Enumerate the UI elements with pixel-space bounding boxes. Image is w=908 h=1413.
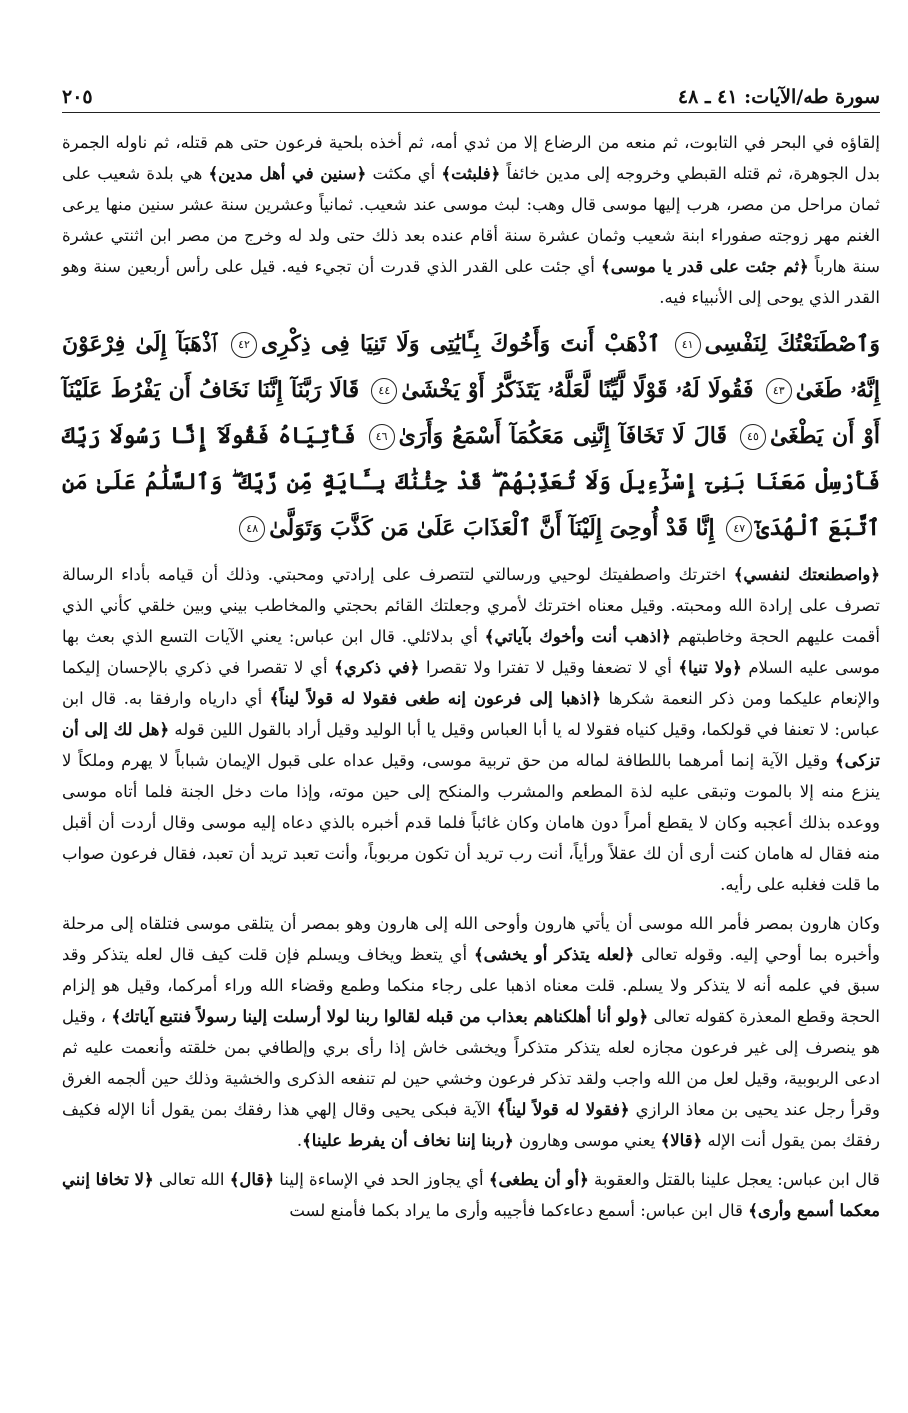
text-run: أي يتعظ ويخاف ويسلم فإن قلت كيف قال لعله يتذكر وقد سبق في علمه أنه لا يتذكر ولا يسلم. قلت معناه اذهبا على رجاء منكما وطمع وقضاء الله وراء أمركما، وقيل هو إلزام الحجة وقطع المعذرة كقوله تعالى	[62, 945, 881, 1026]
verse-number-marker: ٤٤	[371, 378, 397, 404]
text-run: أي جئت على القدر الذي قدرت أن تجيء فيه. قيل على رأس أربعين سنة وهو القدر الذي يوحى إلى الأنبياء فيه.	[62, 257, 880, 307]
verse-number-marker: ٤٥	[740, 424, 766, 450]
quran-quote: ﴿في ذكري﴾	[334, 658, 420, 677]
text-run: أي مكثت	[372, 164, 436, 183]
text-run: ، وقيل هو ينصرف إلى غير فرعون مجازه لعله يتذكر متذكراً ويخشى خاش إذا رأى بري وإلطافي بمن خلقته وأنعمت عليه ثم ادعى الربوبية، وقيل لعل من الله واجب ولقد تذكر فرعون وخشي حين لم تنفعه الذكرى والخشية وذلك حين ألجمه الغرق وقرأ رجل عند يحيى بن معاذ الرازي	[62, 1007, 881, 1119]
text-run: إلقاؤه في البحر في التابوت، ثم منعه من الرضاع إلا من ثدي أمه، ثم أخذه بلحية فرعون حتى هم قتله، ثم ناوله الجمرة بدل الجوهرة، ثم قتله القبطي وخروجه إلى مدين خائفاً	[62, 133, 881, 183]
verse-number-marker: ٤٢	[231, 332, 257, 358]
text-run: أي لا تقصرا في ذكري بالإحسان إليكما والإنعام عليكما ومن ذكر النعمة شكرها	[62, 658, 880, 708]
verse-number-marker: ٤٨	[239, 516, 265, 542]
verse-number-marker: ٤١	[675, 332, 701, 358]
verse-text: قَالَ لَا تَخَافَآ إِنَّنِى مَعَكُمَآ أَسْمَعُ وَأَرَىٰ	[398, 423, 728, 449]
text-run: وكان هارون بمصر فأمر الله موسى أن يأتي هارون وأوحى الله إلى هارون وهو بمصر أن يتلقى موسى فتلقاه إلى مرحلة وأخبره بما أوحي إليه. وقوله تعالى	[62, 914, 880, 964]
surah-title: سورة طه/الآيات: ٤١ ـ ٤٨	[677, 86, 880, 108]
text-run: أي لا تضعفا وقيل لا تفترا ولا تقصرا	[425, 658, 672, 677]
page-number: ٢٠٥	[62, 86, 93, 108]
quran-quote: ﴿سنين في أهل مدين﴾	[208, 164, 367, 183]
verse-number-marker: ٤٣	[766, 378, 792, 404]
text-run: وقيل الآية إنما أمرهما باللطافة لماله من حق تربية موسى، وقيل عداه على قبول الإيمان شباباً لا يهرم وملكاً لا ينزع منه إلا بالموت وتبقى عليه لذة المطعم والمشرب والمنكح إلى حين موته، وإذا مات دخل الجنة فلما أتاه موسى ووعده بذلك أعجبه وكان لا يقطع أمراً دون هامان وكان غائباً فلما قدم أخبره بالذي دعاه إليه موسى وقال أردت أن أقبل منه فقال له هامان كنت أرى أن لك عقلاً ورأياً، أنت رب تريد أن تكون مربوباً، وأنت تعبد تريد أن تعبد، فقال فرعون صواب ما قلت فغلبه على رأيه.	[62, 751, 880, 894]
quran-quote: ﴿قالا﴾	[660, 1131, 703, 1150]
verse-text: وَٱصْطَنَعْتُكَ لِنَفْسِى	[704, 331, 880, 357]
page	[62, 80, 880, 1400]
verse-text: فَأْتِيَاهُ فَقُولَآ إِنَّا رَسُولَا رَبِّكَ فَأَرْسِلْ مَعَنَا بَنِىٓ إِسْرَٰٓءِيلَ وَلَا تُعَذِّبْهُمْ ۖ قَدْ جِئْنَٰكَ بِـَٔايَةٍ مِّن رَّبِّكَ ۖ وَٱلسَّلَٰمُ عَلَىٰ مَنِ ٱتَّبَعَ ٱلْهُدَىٰٓ	[62, 423, 880, 541]
quran-quote: ﴿ولا تنيا﴾	[678, 658, 742, 677]
quran-quote: ﴿ولو أنا أهلكناهم بعذاب من قبله لقالوا ربنا لولا أرسلت إلينا رسولاً فنتبع آياتك﴾	[111, 1007, 649, 1026]
text-run: أي بدلائلي. قال ابن عباس: يعني الآيات التسع الذي بعث بها موسى عليه السلام	[62, 627, 880, 677]
intro-paragraph	[62, 127, 880, 313]
verse-text: قَالَا رَبَّنَآ إِنَّنَا نَخَافُ أَن يَفْرُطَ عَلَيْنَآ أَوْ أَن يَطْغَىٰ	[62, 377, 880, 449]
text-run: .	[296, 1131, 303, 1150]
text-run: يعني موسى وهارون	[518, 1131, 656, 1150]
running-header	[62, 80, 880, 113]
quran-quote: ﴿فلبثت﴾	[441, 164, 501, 183]
text-run: أي يجاوز الحد في الإساءة إلينا	[279, 1170, 484, 1189]
verse-text: ٱذْهَبْ أَنتَ وَأَخُوكَ بِـَٔايَٰتِى وَلَا تَنِيَا فِى ذِكْرِى	[260, 331, 661, 357]
quran-quote: ﴿لا تخافا إنني معكما أسمع وأرى﴾	[62, 1170, 880, 1220]
commentary-paragraph	[62, 908, 880, 1156]
text-run: اخترتك واصطفيتك لوحيي ورسالتي لتتصرف على إرادتي ومحبتي. وذلك أن قيامه بأداء الرسالة تصرف على إرادة الله ومحبته. وقيل معناه اخترتك لأمري وجعلتك القائم بحجتي والمخاطب بيني وبين خلقي كأني الذي أقمت عليهم الحجة وخاطبتهم	[62, 565, 880, 646]
quran-quote: ﴿اذهب أنت وأخوك بآياتي﴾	[484, 627, 671, 646]
quran-quote: ﴿اذهبا إلى فرعون إنه طغى فقولا له قولاً ليناً﴾	[269, 689, 602, 708]
text-run: الآية فبكى يحيى وقال إلهي هذا رفقك بمن يقول أنا الإله فكيف رفقك بمن يقول أنت الإله	[62, 1100, 880, 1150]
verse-number-marker: ٤٧	[726, 516, 752, 542]
quran-quote: ﴿هل لك إلى أن تزكى﴾	[62, 720, 880, 770]
quran-quote: ﴿قال﴾	[229, 1170, 274, 1189]
verse-text: ٱذْهَبَآ إِلَىٰ فِرْعَوْنَ إِنَّهُۥ طَغَىٰ	[62, 331, 880, 403]
text-run: هي بلدة شعيب على ثمان مراحل من مصر، هرب إليها موسى قال وهب: لبث موسى عند شعيب. ثمانياً وعشرين سنة عشر سنين منها يرعى الغنم مهر زوجته صفوراء ابنة شعيب وثمان عشرة سنة أقام عنده بعد ذلك حتى ولد له وخرج من مصر ابن اثنتي عشرة سنة هارباً	[62, 164, 881, 276]
quran-quote: ﴿واصطنعتك لنفسي﴾	[733, 565, 880, 584]
quran-quote: ﴿ثم جئت على قدر يا موسى﴾	[601, 257, 809, 276]
verse-text: إِنَّا قَدْ أُوحِىَ إِلَيْنَآ أَنَّ ٱلْعَذَابَ عَلَىٰ مَن كَذَّبَ وَتَوَلَّىٰ	[269, 515, 715, 541]
text-run: قال ابن عباس: أسمع دعاءكما فأجيبه وأرى ما يراد بكما فأمنع لست	[289, 1201, 743, 1220]
text-run: الله تعالى	[158, 1170, 225, 1189]
quran-quote: ﴿لعله يتذكر أو يخشى﴾	[473, 945, 635, 964]
quran-quote: ﴿فقولا له قولاً ليناً﴾	[496, 1100, 630, 1119]
verse-text: فَقُولَا لَهُۥ قَوْلًا لَّيِّنًا لَّعَلَّهُۥ يَتَذَكَّرُ أَوْ يَخْشَىٰ	[401, 377, 754, 403]
commentary-paragraph	[62, 1164, 880, 1226]
commentary-paragraph	[62, 559, 880, 900]
quran-verses-block	[62, 321, 880, 551]
text-run: أي دارياه وارفقا به. قال ابن عباس: لا تعنفا في قولكما، وقيل كنياه فقولا له يا أبا العباس وقيل يا أبا الوليد وقيل أراد بالقول اللين قوله	[62, 689, 880, 739]
quran-quote: ﴿ربنا إننا نخاف أن يفرط علينا﴾	[302, 1131, 514, 1150]
verse-number-marker: ٤٦	[369, 424, 395, 450]
text-run: قال ابن عباس: يعجل علينا بالقتل والعقوبة	[594, 1170, 880, 1189]
quran-quote: ﴿أو أن يطغى﴾	[488, 1170, 589, 1189]
